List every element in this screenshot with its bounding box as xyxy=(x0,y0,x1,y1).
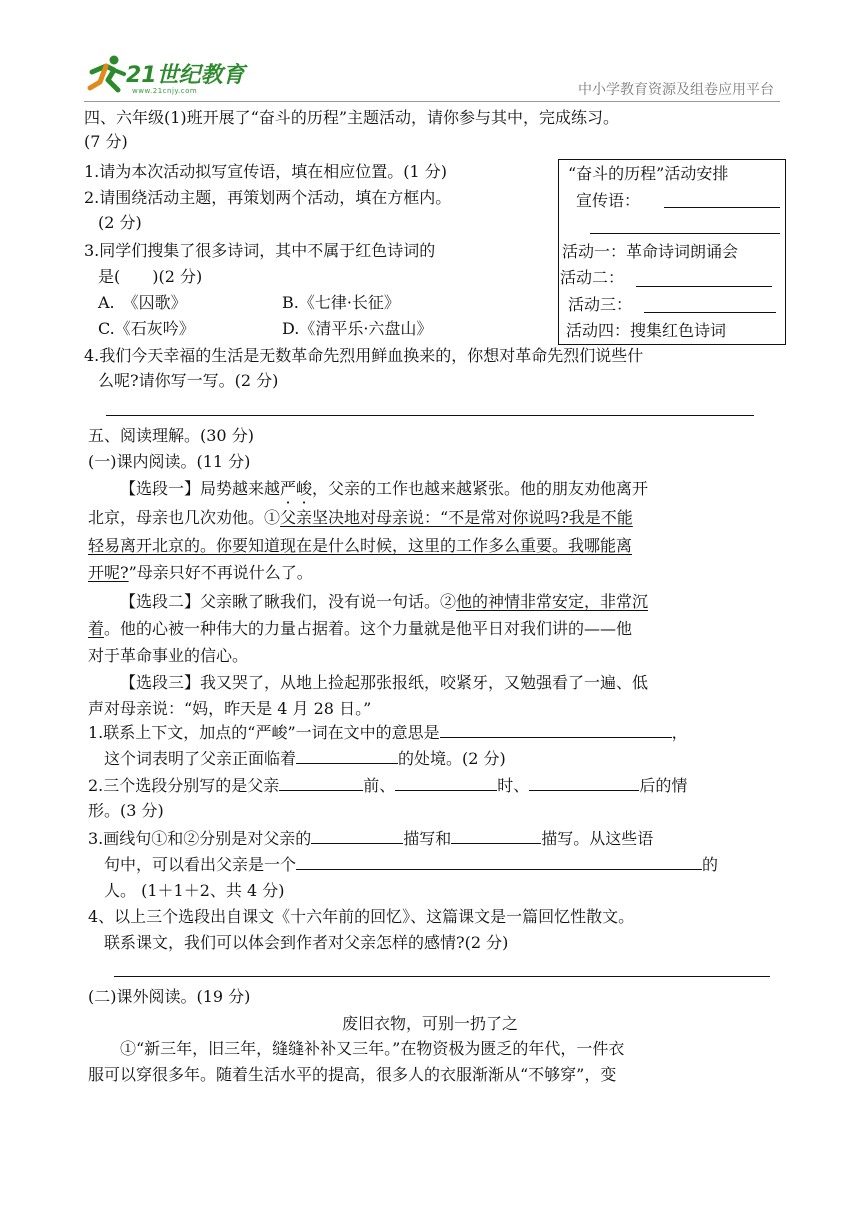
reading-q2-c: 时、 xyxy=(497,776,530,795)
logo-url: www.21cnjy.com xyxy=(132,87,198,95)
activity-2-blank[interactable] xyxy=(636,286,772,287)
option-b: B.《七律·长征》 xyxy=(282,293,400,312)
q4-1: 1.请为本次活动拟写宣传语，填在相应位置。(1 分) xyxy=(84,162,448,181)
underlined-sentence-2-end: 着 xyxy=(88,619,105,638)
activity-2-label: 活动二： xyxy=(560,268,625,287)
answer-line-reading-q4[interactable] xyxy=(114,976,770,977)
dotted-char-1: 严 xyxy=(280,479,297,498)
activity-4: 活动四：搜集红色诗词 xyxy=(566,321,727,340)
reading-q3-blank-2[interactable] xyxy=(451,828,541,844)
excerpt2-line3: 对于革命事业的信心。 xyxy=(88,646,249,665)
reading-q1-text: 1.联系上下文，加点的“严峻”一词在文中的意思是 xyxy=(88,723,440,742)
part2-title: (二)课外阅读。(19 分) xyxy=(88,987,251,1006)
reading-q3-line2 xyxy=(104,854,718,876)
answer-line-q4-4[interactable] xyxy=(106,415,754,416)
article-line1: ①“新三年，旧三年，缝缝补补又三年。”在物资极为匮乏的年代，一件衣 xyxy=(120,1039,625,1058)
q4-4: 4.我们今天幸福的生活是无数革命先烈用鲜血换来的，你想对革命先烈们说些什 xyxy=(84,346,644,365)
underlined-sentence-1-end: 开呢? xyxy=(88,563,129,582)
excerpt1-line1 xyxy=(120,478,648,500)
q4-3: 3.同学们搜集了很多诗词，其中不属于红色诗词的 xyxy=(84,241,436,260)
reading-q4: 4、以上三个选段出自课文《十六年前的回忆》、这篇课文是一篇回忆性散文。 xyxy=(88,907,635,926)
article-title: 废旧衣物，可别一扔了之 xyxy=(341,1014,518,1033)
dotted-char-2: 峻 xyxy=(296,479,313,498)
excerpt1-text-b: ，父亲的工作也越来越紧张。他的朋友劝他离开 xyxy=(312,479,649,498)
reading-q3-line3: 人。 (1＋1＋2、共 4 分) xyxy=(104,881,285,900)
reading-q2-blank-2[interactable] xyxy=(395,775,497,791)
reading-q3-c: 描写。从这些语 xyxy=(541,829,654,848)
section4-score: (7 分) xyxy=(84,132,128,151)
excerpt1-line4 xyxy=(88,562,313,584)
runner-logo-icon xyxy=(84,54,130,94)
excerpt1-l4-b: ”母亲只好不再说什么了。 xyxy=(128,563,313,582)
header-divider xyxy=(84,101,780,102)
reading-q2-line2: 形。(3 分) xyxy=(88,801,164,820)
excerpt3-line2: 声对母亲说：“妈，昨天是 4 月 28 日。” xyxy=(88,699,372,718)
option-d: D.《清平乐·六盘山》 xyxy=(282,319,433,338)
reading-q3 xyxy=(88,828,653,850)
option-c: C.《石灰吟》 xyxy=(98,319,195,338)
reading-q1-l2-a: 这个词表明了父亲正面临着 xyxy=(104,749,297,768)
excerpt3-line1: 【选段三】我又哭了，从地上捡起那张报纸，咬紧牙，又勉强看了一遍、低 xyxy=(120,673,649,692)
section5-title: 五、阅读理解。(30 分) xyxy=(88,426,254,445)
excerpt1-l2-a: 北京，母亲也几次劝他。① xyxy=(88,508,281,527)
slogan-blank[interactable] xyxy=(664,207,780,208)
reading-q3-blank-3[interactable] xyxy=(296,854,702,870)
reading-q1-line2 xyxy=(104,748,506,770)
logo-text: 21世纪教育 xyxy=(126,63,245,88)
excerpt2-line2 xyxy=(88,618,632,640)
excerpt2-l2-b: 。他的心被一种伟大的力量占据着。这个力量就是他平日对我们讲的——他 xyxy=(104,619,633,638)
q4-3-cont: 是( )(2 分) xyxy=(98,267,203,286)
reading-q1-comma: ， xyxy=(671,723,688,742)
reading-q2-d: 后的情 xyxy=(639,776,688,795)
underlined-sentence-2: 他的神情非常安定，非常沉 xyxy=(456,592,649,611)
reading-q2-blank-1[interactable] xyxy=(279,775,363,791)
page-header xyxy=(84,54,784,102)
reading-q3-l2-b: 的 xyxy=(702,855,719,874)
reading-q1-blank-1[interactable] xyxy=(440,722,672,738)
part1-title: (一)课内阅读。(11 分) xyxy=(88,452,251,471)
reading-q1 xyxy=(88,722,688,744)
slogan-label: 宣传语： xyxy=(576,191,641,210)
excerpt1-line2 xyxy=(88,507,633,529)
excerpt2-l1-a: 【选段二】父亲瞅了瞅我们，没有说一句话。② xyxy=(120,592,457,611)
activity-box-title: “奋斗的历程”活动安排 xyxy=(568,164,729,183)
excerpt1-line3: 轻易离开北京的。你要知道现在是什么时候，这里的工作多么重要。我哪能离 xyxy=(88,536,633,555)
slogan-blank-2[interactable] xyxy=(590,233,780,234)
reading-q1-l2-b: 的处境。(2 分) xyxy=(398,749,506,768)
excerpt2-line1 xyxy=(120,591,648,613)
reading-q3-l2-a: 句中，可以看出父亲是一个 xyxy=(104,855,297,874)
q4-2-score: (2 分) xyxy=(98,213,142,232)
section4-title: 四、六年级(1)班开展了“奋斗的历程”主题活动，请你参与其中，完成练习。 xyxy=(84,108,620,127)
reading-q1-blank-2[interactable] xyxy=(296,748,398,764)
reading-q2 xyxy=(88,775,687,797)
activity-3-label: 活动三： xyxy=(568,295,633,314)
reading-q3-b: 描写和 xyxy=(403,829,452,848)
reading-q2-a: 2.三个选段分别写的是父亲 xyxy=(88,776,280,795)
excerpt1-text-a: 【选段一】局势越来越 xyxy=(120,479,281,498)
activity-3-blank[interactable] xyxy=(644,312,776,313)
underlined-sentence-1: 父亲坚决地对母亲说：“不是常对你说吗?我是不能 xyxy=(280,508,633,527)
reading-q2-b: 前、 xyxy=(363,776,396,795)
q4-2: 2.请围绕活动主题，再策划两个活动，填在方框内。 xyxy=(84,188,452,207)
article-line2: 服可以穿很多年。随着生活水平的提高，很多人的衣服渐渐从“不够穿”，变 xyxy=(88,1065,617,1084)
reading-q2-blank-3[interactable] xyxy=(529,775,639,791)
activity-1: 活动一：革命诗词朗诵会 xyxy=(562,242,739,261)
reading-q3-a: 3.画线句①和②分别是对父亲的 xyxy=(88,829,312,848)
reading-q4-line2: 联系课文，我们可以体会到作者对父亲怎样的感情?(2 分) xyxy=(104,933,509,952)
q4-4-cont: 么呢?请你写一写。(2 分) xyxy=(98,371,279,390)
reading-q3-blank-1[interactable] xyxy=(311,828,403,844)
platform-name: 中小学教育资源及组卷应用平台 xyxy=(578,82,774,98)
option-a: A. 《囚歌》 xyxy=(98,293,187,312)
